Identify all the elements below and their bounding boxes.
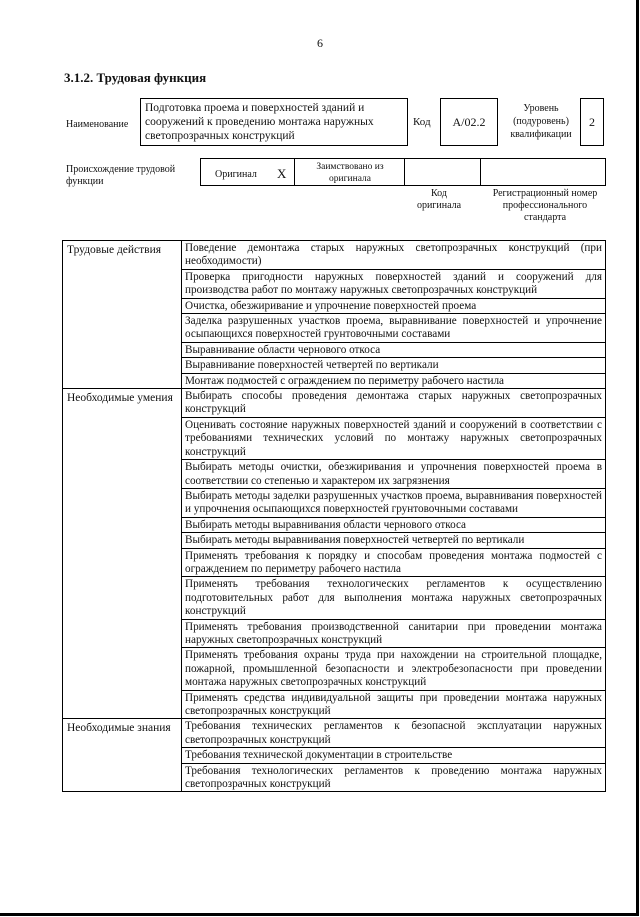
- section-item: Применять требования к порядку и способам проведения монтажа подмостей с ограждением по периметру рабочего настила: [182, 548, 606, 577]
- borrowed-label: Заимствовано из оригинала: [316, 162, 384, 184]
- section-item: Применять требования охраны труда при нахождении на строительной площадке, пожарной, промышленной безопасности и электробезопасности при проведении монтажа наружных светопрозрачных конструкций: [182, 648, 606, 690]
- function-name-value: Подготовка проема и поверхностей зданий и сооружений к проведению монтажа наружных светопрозрачных конструкций: [140, 98, 408, 146]
- section-item: Выравнивание поверхностей четвертей по вертикали: [182, 358, 606, 373]
- origin-code-cell: [405, 159, 481, 185]
- original-mark: X: [277, 166, 287, 181]
- section-item: Поведение демонтажа старых наружных светопрозрачных конструкций (при необходимости): [182, 241, 606, 270]
- level-value: 2: [580, 98, 604, 146]
- section-item: Заделка разрушенных участков проема, выравнивание поверхностей и упрочнение осыпающихся поверхностей грунтовочными составами: [182, 314, 606, 343]
- origin-label: Происхождение трудовой функции: [66, 164, 176, 187]
- section-item: Выбирать методы заделки разрушенных участков проема, выравнивания поверхностей и упрочнения осыпающихся поверхностей грунтовочными составами: [182, 488, 606, 517]
- section-item: Требования технологических регламентов к проведению монтажа наружных светопрозрачных конструкций: [182, 763, 606, 792]
- name-label: Наименование: [66, 119, 129, 130]
- section-item: Применять средства индивидуальной защиты при проведении монтажа наружных светопрозрачных конструкций: [182, 690, 606, 719]
- section-item: Проверка пригодности наружных поверхностей зданий и сооружений для производства работ по монтажу наружных светопрозрачных конструкций: [182, 269, 606, 298]
- section-item: Требования технических регламентов к безопасной эксплуатации наружных светопрозрачных конструкций: [182, 719, 606, 748]
- original-label: Оригинал: [215, 169, 257, 180]
- code-original-label: Код оригинала: [416, 188, 462, 211]
- table-row: [63, 389, 606, 418]
- origin-row: [200, 158, 606, 186]
- section-item: Применять требования производственной санитарии при проведении монтажа наружных светопрозрачных конструкций: [182, 619, 606, 648]
- origin-reg-cell: [481, 159, 605, 185]
- section-category: Необходимые знания: [63, 719, 182, 792]
- section-item: Выравнивание области чернового откоса: [182, 342, 606, 357]
- section-item: Выбирать способы проведения демонтажа старых наружных светопрозрачных конструкций: [182, 389, 606, 418]
- section-item: Выбирать методы выравнивания поверхностей четвертей по вертикали: [182, 533, 606, 548]
- section-item: Монтаж подмостей с ограждением по периметру рабочего настила: [182, 373, 606, 388]
- section-item: Оценивать состояние наружных поверхностей зданий и сооружений в соответствии с требованиями технических условий по монтажу наружных светопрозрачных конструкций: [182, 417, 606, 459]
- section-title: 3.1.2. Трудовая функция: [64, 70, 207, 85]
- table-row: [63, 241, 606, 270]
- origin-original-cell: [201, 159, 295, 185]
- section-item: Выбирать методы очистки, обезжиривания и упрочнения поверхностей проема в соответствии со степенью и характером их загрязнения: [182, 460, 606, 489]
- section-item: Применять требования технологических регламентов к осуществлению подготовительных работ для выполнения монтажа наружных светопрозрачных конструкций: [182, 577, 606, 619]
- section-item: Выбирать методы выравнивания области чернового откоса: [182, 517, 606, 532]
- code-value: А/02.2: [440, 98, 498, 146]
- section-item: Требования технической документации в строительстве: [182, 748, 606, 763]
- table-row: [63, 719, 606, 748]
- level-label: Уровень (подуровень) квалификации: [510, 103, 572, 140]
- code-label: Код: [413, 116, 431, 128]
- reg-number-label: Регистрационный номер профессионального стандарта: [492, 188, 598, 223]
- function-table: [62, 240, 606, 792]
- origin-borrowed-cell: [295, 159, 405, 185]
- section-category: Необходимые умения: [63, 389, 182, 719]
- page-number: 6: [317, 36, 323, 50]
- section-category: Трудовые действия: [63, 241, 182, 389]
- section-item: Очистка, обезжиривание и упрочнение поверхностей проема: [182, 298, 606, 313]
